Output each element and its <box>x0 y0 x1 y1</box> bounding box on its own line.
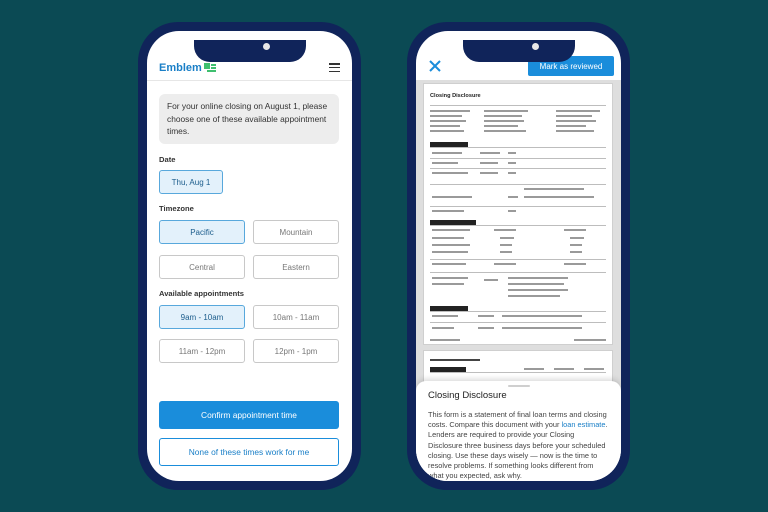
appointment-12pm[interactable]: 12pm - 1pm <box>253 339 339 363</box>
info-bottom-sheet[interactable] <box>416 381 621 481</box>
none-work-button[interactable]: None of these times work for me <box>159 438 339 466</box>
timezone-mountain[interactable]: Mountain <box>253 220 339 244</box>
scheduling-phone <box>138 22 361 490</box>
document-phone <box>407 22 630 490</box>
brand-logo[interactable] <box>159 62 216 74</box>
appointment-9am[interactable]: 9am - 10am <box>159 305 245 329</box>
brand-name: Emblem <box>159 61 202 74</box>
timezone-label: Timezone <box>159 204 194 213</box>
timezone-eastern[interactable]: Eastern <box>253 255 339 279</box>
sheet-title: Closing Disclosure <box>428 390 507 401</box>
emblem-logo-icon <box>204 63 216 72</box>
document-page-1 <box>423 83 613 345</box>
phone-notch <box>194 40 306 62</box>
sheet-paragraph-2: Lenders are required to provide your Closing Disclosure three business days before your scheduled closing. Use these days wisely — now is the time to resolve problems. If something looks different from what you expected, ask why. <box>428 430 606 481</box>
date-label: Date <box>159 155 176 164</box>
sheet-text-2: . <box>605 420 608 430</box>
mark-reviewed-button[interactable]: Mark as reviewed <box>528 56 614 76</box>
timezone-pacific[interactable]: Pacific <box>159 220 245 244</box>
phone-notch <box>463 40 575 62</box>
sheet-drag-handle[interactable] <box>508 385 530 387</box>
menu-icon[interactable] <box>329 63 340 72</box>
appointment-11am[interactable]: 11am - 12pm <box>159 339 245 363</box>
appointment-10am[interactable]: 10am - 11am <box>253 305 339 329</box>
sheet-paragraph-1 <box>428 410 610 430</box>
sheet-body <box>428 410 610 481</box>
timezone-central[interactable]: Central <box>159 255 245 279</box>
scheduling-screen <box>147 31 352 481</box>
loan-estimate-link[interactable]: loan estimate <box>561 420 606 430</box>
document-screen <box>416 31 621 481</box>
document-title: Closing Disclosure <box>430 93 481 99</box>
appointments-label: Available appointments <box>159 289 244 298</box>
close-icon[interactable] <box>428 59 442 73</box>
date-option[interactable]: Thu, Aug 1 <box>159 170 223 194</box>
confirm-appointment-button[interactable]: Confirm appointment time <box>159 401 339 429</box>
instruction-message: For your online closing on August 1, please choose one of these available appointment times. <box>159 94 339 144</box>
sheet-text-1: This form is a statement of final loan terms and closing costs. Compare this document with your <box>428 410 607 430</box>
